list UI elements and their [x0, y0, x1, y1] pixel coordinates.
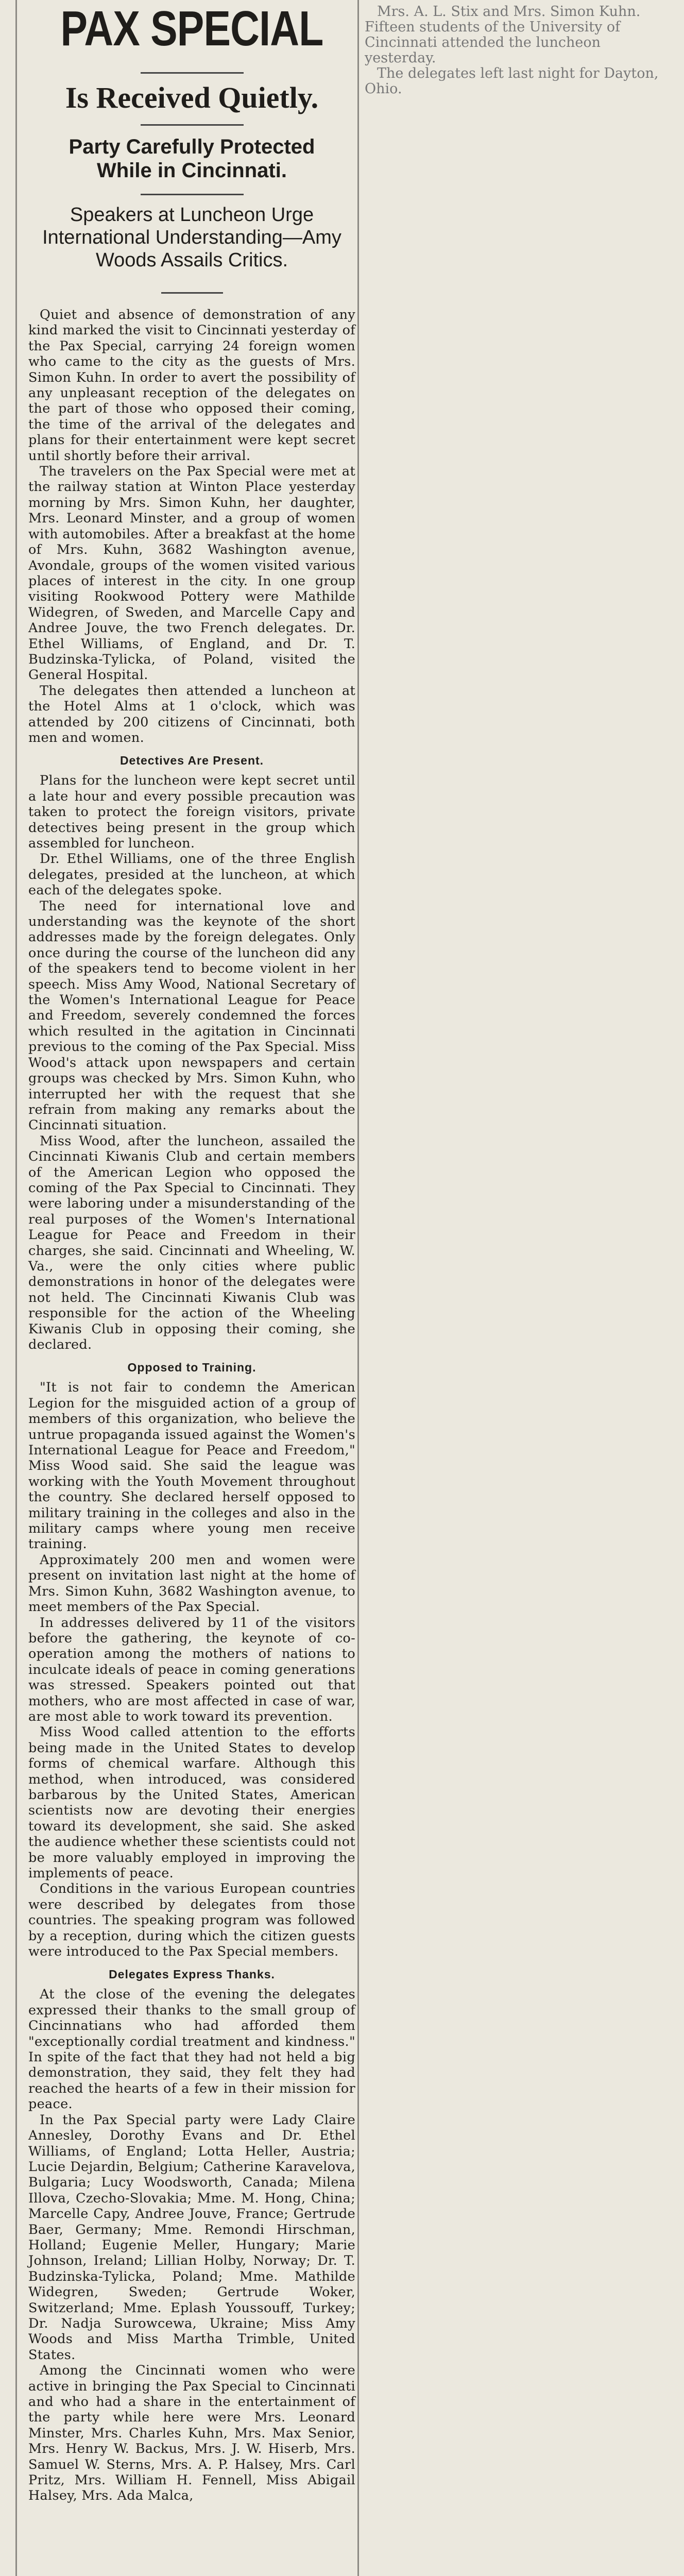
paragraph: Approximately 200 men and women were present on invitation last night at the home of Mrs. Simon Kuhn, 3682 Washington avenue, to meet members of the Pax Special.: [28, 1552, 355, 1615]
article-body: [28, 307, 355, 2504]
paragraph: The need for international love and understanding was the keynote of the short addresses made by the foreign delegates. Only once during the course of the luncheon did any of the speakers tend to become violent in her speech. Miss Amy Wood, National Secretary of the Women's International League for Peace and Freedom, severely condemned the forces which resulted in the agitation in Cincinnati previous to the coming of the Pax Special. Miss Wood's attack upon newspapers and certain groups was checked by Mrs. Simon Kuhn, who interrupted her with the request that she refrain from making any remarks about the Cincinnati situation.: [28, 898, 355, 1133]
paragraph: Quiet and absence of demonstration of any kind marked the visit to Cincinnati yesterday of the Pax Special, carrying 24 foreign women who came to the city as the guests of Mrs. Simon Kuhn. In order to avert the possibility of any unpleasant reception of the delegates on the part of those who opposed their coming, the time of the arrival of the delegates and plans for their entertainment were kept secret until shortly before their arrival.: [28, 307, 355, 464]
sidebar-paragraph: The delegates left last night for Dayton, Ohio.: [365, 65, 659, 97]
paragraph: Plans for the luncheon were kept secret until a late hour and every possible precaution was taken to protect the foreign visitors, private detectives being present in the group which assembled for luncheon.: [28, 773, 355, 851]
deck-rule-4: [161, 292, 223, 294]
subhead-training: Opposed to Training.: [127, 1361, 256, 1375]
sidebar-paragraph: Mrs. A. L. Stix and Mrs. Simon Kuhn. Fifteen students of the University of Cincinnati attended the luncheon yesterday.: [365, 4, 641, 66]
deck-rule-1: [141, 72, 244, 74]
column-rule-middle: [357, 0, 359, 2576]
deck-is-received-quietly: Is Received Quietly.: [65, 81, 319, 114]
paragraph: At the close of the evening the delegates expressed their thanks to the small group of Cincinnatians who had afforded them "exceptionally cordial treatment and kindness." In spite of the fact that they had not held a big demonstration, they said, they felt they had reached the hearts of a few in their mission for peace.: [28, 1987, 355, 2112]
paragraph: "It is not fair to condemn the American Legion for the misguided action of a group of members of this organization, who believe the untrue propaganda issued against the Women's International League for Peace and Freedom," Miss Wood said. She said the league was working with the Youth Movement throughout the country. She declared herself opposed to military training in the colleges and also in the military camps where young men receive training.: [28, 1380, 355, 1552]
paragraph: Among the Cincinnati women who were active in bringing the Pax Special to Cincinnati and who had a share in the entertainment of the party while here were Mrs. Leonard Minster, Mrs. Charles Kuhn, Mrs. Max Senior, Mrs. Henry W. Backus, Mrs. J. W. Hiserb, Mrs. Samuel W. Sterns, Mrs. A. P. Halsey, Mrs. Carl Pritz, Mrs. William H. Fennell, Miss Abigail Halsey, Mrs. Ada Malca,: [28, 2363, 355, 2504]
article-column: [28, 0, 355, 2504]
paragraph: Miss Wood, after the luncheon, assailed the Cincinnati Kiwanis Club and certain members of the American Legion who opposed the coming of the Pax Special to Cincinnati. They were laboring under a misunderstanding of the real purposes of the Women's International League for Peace and Freedom in their charges, she said. Cincinnati and Wheeling, W. Va., were the only cities where public demonstrations in honor of the delegates were not held. The Cincinnati Kiwanis Club was responsible for the action of the Wheeling Kiwanis Club in opposing their coming, she declared.: [28, 1133, 355, 1352]
paragraph: The travelers on the Pax Special were met at the railway station at Winton Place yesterday morning by Mrs. Simon Kuhn, her daughter, Mrs. Leonard Minster, and a group of women with automobiles. After a breakfast at the home of Mrs. Kuhn, 3682 Washington avenue, Avondale, groups of the women visited various places of interest in the city. In one group visiting Rookwood Pottery were Mathilde Widegren, of Sweden, and Marcelle Capy and Andree Jouve, the two French delegates. Dr. Ethel Williams, of England, and Dr. T. Budzinska-Tylicka, of Poland, visited the General Hospital.: [28, 464, 355, 683]
subhead-thanks: Delegates Express Thanks.: [109, 1968, 275, 1981]
paragraph: In the Pax Special party were Lady Claire Annesley, Dorothy Evans and Dr. Ethel Williams, of England; Lotta Heller, Austria; Lucie Dejardin, Belgium; Catherine Karavelova, Bulgaria; Lucy Woodsworth, Canada; Milena Illova, Czecho-Slovakia; Mme. M. Hong, China; Marcelle Capy, Andree Jouve, France; Gertrude Baer, Germany; Mme. Remondi Hirschman, Holland; Eugenie Meller, Hungary; Marie Johnson, Ireland; Lillian Holby, Norway; Dr. T. Budzinska-Tylicka, Poland; Mme. Mathilde Widegren, Sweden; Gertrude Woker, Switzerland; Mme. Eplash Youssouff, Turkey; Dr. Nadja Surowcewa, Ukraine; Miss Amy Woods and Miss Martha Trimble, United States.: [28, 2112, 355, 2363]
paragraph: Miss Wood called attention to the efforts being made in the United States to develop forms of chemical warfare. Although this method, when introduced, was considered barbarous by the United States, American scientists now are devoting their energies toward its development, she said. She asked the audience whether these scientists could not be more valuably employed in improving the implements of peace.: [28, 1724, 355, 1881]
paragraph: Dr. Ethel Williams, one of the three English delegates, presided at the luncheon, at which each of the delegates spoke.: [28, 851, 355, 899]
paragraph: The delegates then attended a luncheon at the Hotel Alms at 1 o'clock, which was attended by 200 citizens of Cincinnati, both men and women.: [28, 683, 355, 745]
deck-rule-2: [141, 124, 244, 126]
headline: PAX SPECIAL: [60, 1, 323, 56]
subhead-detectives: Detectives Are Present.: [119, 754, 264, 768]
deck-rule-3: [141, 194, 244, 195]
sidebar-continuation: [365, 0, 674, 97]
deck-party-protected: Party Carefully Protected While in Cincinnati.: [69, 135, 315, 182]
paragraph: In addresses delivered by 11 of the visitors before the gathering, the keynote of co-operation among the mothers of nations to inculcate ideals of peace in coming generations was stressed. Speakers pointed out that mothers, who are most affected in case of war, are most able to work toward its prevention.: [28, 1615, 355, 1724]
deck-speakers: Speakers at Luncheon Urge International Understanding—Amy Woods Assails Critics.: [42, 204, 341, 271]
column-rule-left: [15, 0, 17, 2576]
paragraph: Conditions in the various European countries were described by delegates from those countries. The speaking program was followed by a reception, during which the citizen guests were introduced to the Pax Special members.: [28, 1881, 355, 1960]
